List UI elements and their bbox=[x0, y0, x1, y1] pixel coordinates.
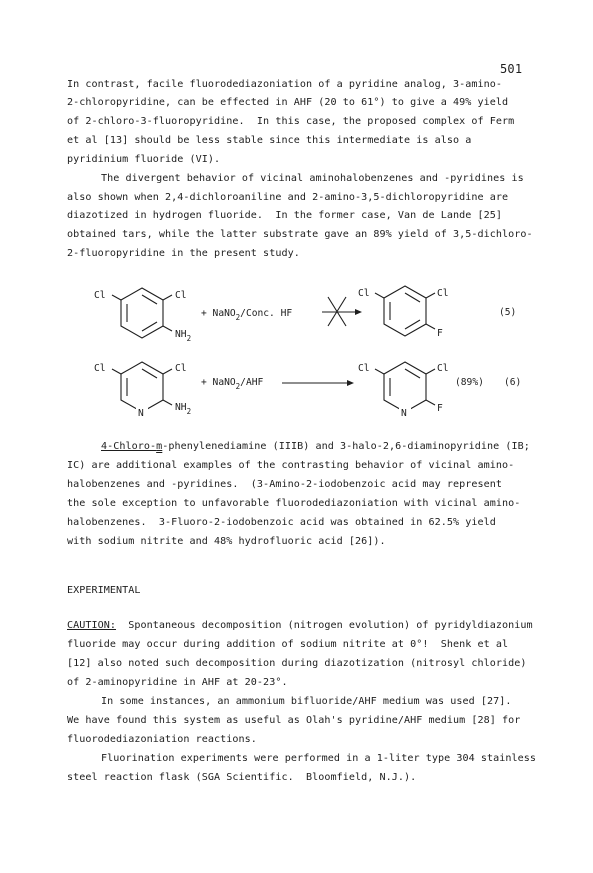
body-text-line: 2-fluoropyridine in the present study. bbox=[67, 248, 300, 259]
chlorine-label: Cl bbox=[437, 363, 449, 374]
fluorine-label: F bbox=[437, 403, 443, 414]
body-text-line: In some instances, an ammonium bifluoride/AHF medium was used [27]. bbox=[101, 696, 512, 707]
body-text-line: [12] also noted such decomposition during diazotization (nitrosyl chloride) bbox=[67, 658, 527, 669]
body-text-line: with sodium nitrite and 48% hydrofluoric acid [26]). bbox=[67, 536, 386, 547]
body-text-line: CAUTION: Spontaneous decomposition (nitrogen evolution) of pyridyldiazonium bbox=[67, 620, 533, 631]
reaction-arrow bbox=[282, 380, 354, 386]
chlorine-label: Cl bbox=[437, 288, 449, 299]
amino-label: $NH_2$ bbox=[175, 402, 192, 416]
page-number: 501 bbox=[500, 62, 523, 76]
body-text-line: steel reaction flask (SGA Scientific. Bloomfield, N.J.). bbox=[67, 772, 417, 783]
body-text-line: halobenzenes and -pyridines. (3-Amino-2-iodobenzoic acid may represent bbox=[67, 479, 503, 490]
body-text-line: halobenzenes. 3-Fluoro-2-iodobenzoic acid was obtained in 62.5% yield bbox=[67, 517, 496, 528]
body-text-line: fluorodediazoniation reactions. bbox=[67, 734, 257, 745]
dichloroaniline-structure bbox=[94, 288, 191, 343]
ring-nitrogen-label: N bbox=[138, 408, 144, 419]
yield-label: (89%) bbox=[455, 377, 484, 388]
reagent-conc-hf: + NaNO$_2$/Conc. HF bbox=[201, 308, 293, 322]
reagent-ahf: + NaNO$_2$/AHF bbox=[201, 377, 264, 391]
body-text-line: 4-Chloro-m-phenylenediamine (IIIB) and 3-halo-2,6-diaminopyridine (IB; bbox=[101, 441, 530, 452]
body-text-line: obtained tars, while the latter substrate gave an 89% yield of 3,5-dichloro- bbox=[67, 229, 533, 240]
ring-nitrogen-label: N bbox=[401, 408, 407, 419]
amino-label: $NH_2$ bbox=[175, 329, 192, 343]
equation-number-6: (6) bbox=[504, 377, 522, 388]
body-text-line: 2-chloropyridine, can be effected in AHF (20 to 61°) to give a 49% yield bbox=[67, 97, 509, 108]
dichlorofluorobenzene-structure bbox=[358, 286, 449, 339]
equation-number-5: (5) bbox=[499, 307, 517, 318]
body-text-line: also shown when 2,4-dichloroaniline and 2-amino-3,5-dichloropyridine are bbox=[67, 192, 509, 203]
chlorine-label: Cl bbox=[175, 290, 187, 301]
body-text-line: Fluorination experiments were performed in a 1-liter type 304 stainless bbox=[101, 753, 537, 764]
section-heading: EXPERIMENTAL bbox=[67, 585, 141, 596]
body-text-line: IC) are additional examples of the contrasting behavior of vicinal amino- bbox=[67, 460, 515, 471]
body-text-line: The divergent behavior of vicinal aminohalobenzenes and -pyridines is bbox=[101, 173, 524, 184]
chlorine-label: Cl bbox=[358, 363, 370, 374]
chlorine-label: Cl bbox=[94, 363, 106, 374]
dichlorofluoropyridine-structure bbox=[358, 362, 449, 419]
fluorine-label: F bbox=[437, 328, 443, 339]
body-text-line: In contrast, facile fluorodediazoniation of a pyridine analog, 3-amino- bbox=[67, 79, 503, 90]
body-text-line: et al [13] should be less stable since this intermediate is also a bbox=[67, 135, 472, 146]
chlorine-label: Cl bbox=[94, 290, 106, 301]
body-text-line: We have found this system as useful as Olah's pyridine/AHF medium [28] for bbox=[67, 715, 521, 726]
chlorine-label: Cl bbox=[175, 363, 187, 374]
body-text-line: of 2-chloro-3-fluoropyridine. In this case, the proposed complex of Ferm bbox=[67, 116, 515, 127]
body-text-line: diazotized in hydrogen fluoride. In the former case, Van de Lande [25] bbox=[67, 210, 503, 221]
body-text-line: the sole exception to unfavorable fluorodediazoniation with vicinal amino- bbox=[67, 498, 521, 509]
caution-label: CAUTION: bbox=[67, 620, 117, 631]
body-text-line: fluoride may occur during addition of sodium nitrite at 0°! Shenk et al bbox=[67, 639, 509, 650]
chlorine-label: Cl bbox=[358, 288, 370, 299]
body-text-line: pyridinium fluoride (VI). bbox=[67, 154, 221, 165]
body-text-line: of 2-aminopyridine in AHF at 20-23°. bbox=[67, 677, 288, 688]
blocked-arrow bbox=[322, 297, 362, 326]
aminodichloropyridine-structure bbox=[94, 362, 191, 419]
